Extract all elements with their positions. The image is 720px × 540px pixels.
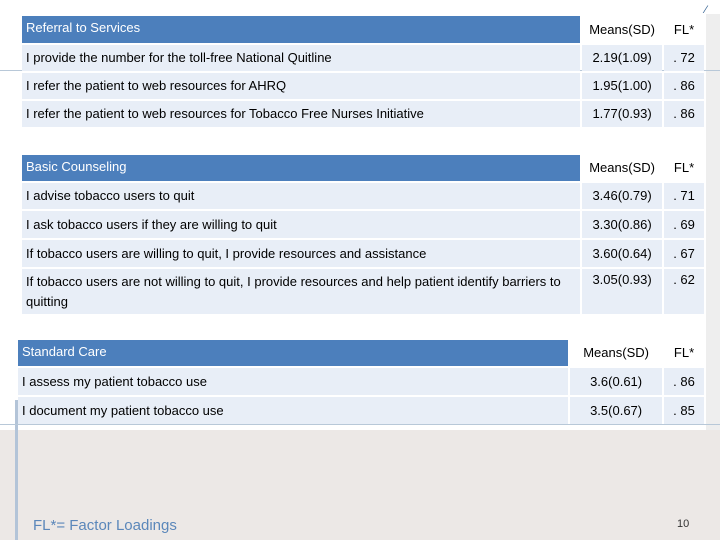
standard-care-table bbox=[16, 338, 706, 426]
means-value: 1.77(0.93) bbox=[582, 101, 662, 127]
table-header-row bbox=[22, 155, 704, 181]
table-row bbox=[18, 397, 704, 424]
item-text: If tobacco users are willing to quit, I provide resources and assistance bbox=[22, 240, 580, 267]
item-text: I advise tobacco users to quit bbox=[22, 183, 580, 209]
table-row bbox=[22, 183, 704, 209]
footnote: FL*= Factor Loadings bbox=[33, 517, 177, 534]
referral-table bbox=[20, 14, 706, 129]
means-value: 3.6(0.61) bbox=[570, 368, 662, 395]
fl-value: . 67 bbox=[664, 240, 704, 267]
fl-value: . 86 bbox=[664, 73, 704, 99]
means-value: 3.5(0.67) bbox=[570, 397, 662, 424]
means-value: 3.46(0.79) bbox=[582, 183, 662, 209]
means-header: Means(SD) bbox=[582, 16, 662, 43]
fl-value: . 62 bbox=[664, 269, 704, 314]
page-number: 10 bbox=[677, 518, 690, 530]
table-row bbox=[18, 368, 704, 395]
item-text: I refer the patient to web resources for Tobacco Free Nurses Initiative bbox=[22, 101, 580, 127]
fl-header: FL* bbox=[664, 340, 704, 366]
means-value: 3.60(0.64) bbox=[582, 240, 662, 267]
fl-value: . 86 bbox=[664, 368, 704, 395]
item-text: I ask tobacco users if they are willing to quit bbox=[22, 211, 580, 238]
corner-mark: ⁄ bbox=[705, 4, 707, 16]
means-header: Means(SD) bbox=[582, 155, 662, 181]
fl-value: . 72 bbox=[664, 45, 704, 71]
item-text: I assess my patient tobacco use bbox=[18, 368, 568, 395]
table-row bbox=[22, 269, 704, 314]
item-text: I refer the patient to web resources for AHRQ bbox=[22, 73, 580, 99]
table-row bbox=[22, 211, 704, 238]
fl-value: . 71 bbox=[664, 183, 704, 209]
table-header-row bbox=[22, 16, 704, 43]
means-value: 2.19(1.09) bbox=[582, 45, 662, 71]
fl-header: FL* bbox=[664, 155, 704, 181]
means-value: 1.95(1.00) bbox=[582, 73, 662, 99]
table-row bbox=[22, 240, 704, 267]
means-header: Means(SD) bbox=[570, 340, 662, 366]
item-text: I provide the number for the toll-free National Quitline bbox=[22, 45, 580, 71]
fl-header: FL* bbox=[664, 16, 704, 43]
means-value: 3.05(0.93) bbox=[582, 269, 662, 314]
item-text: If tobacco users are not willing to quit, I provide resources and help patient identify barriers to quitting bbox=[22, 269, 580, 314]
table-header-row bbox=[18, 340, 704, 366]
item-text: I document my patient tobacco use bbox=[18, 397, 568, 424]
section-title: Standard Care bbox=[18, 340, 568, 366]
section-title: Basic Counseling bbox=[22, 155, 580, 181]
table-row bbox=[22, 101, 704, 127]
fl-value: . 85 bbox=[664, 397, 704, 424]
means-value: 3.30(0.86) bbox=[582, 211, 662, 238]
section-title: Referral to Services bbox=[22, 16, 580, 43]
fl-value: . 69 bbox=[664, 211, 704, 238]
fl-value: . 86 bbox=[664, 101, 704, 127]
counseling-table bbox=[20, 153, 706, 316]
right-edge-panel bbox=[706, 14, 720, 430]
table-row bbox=[22, 73, 704, 99]
table-row bbox=[22, 45, 704, 71]
